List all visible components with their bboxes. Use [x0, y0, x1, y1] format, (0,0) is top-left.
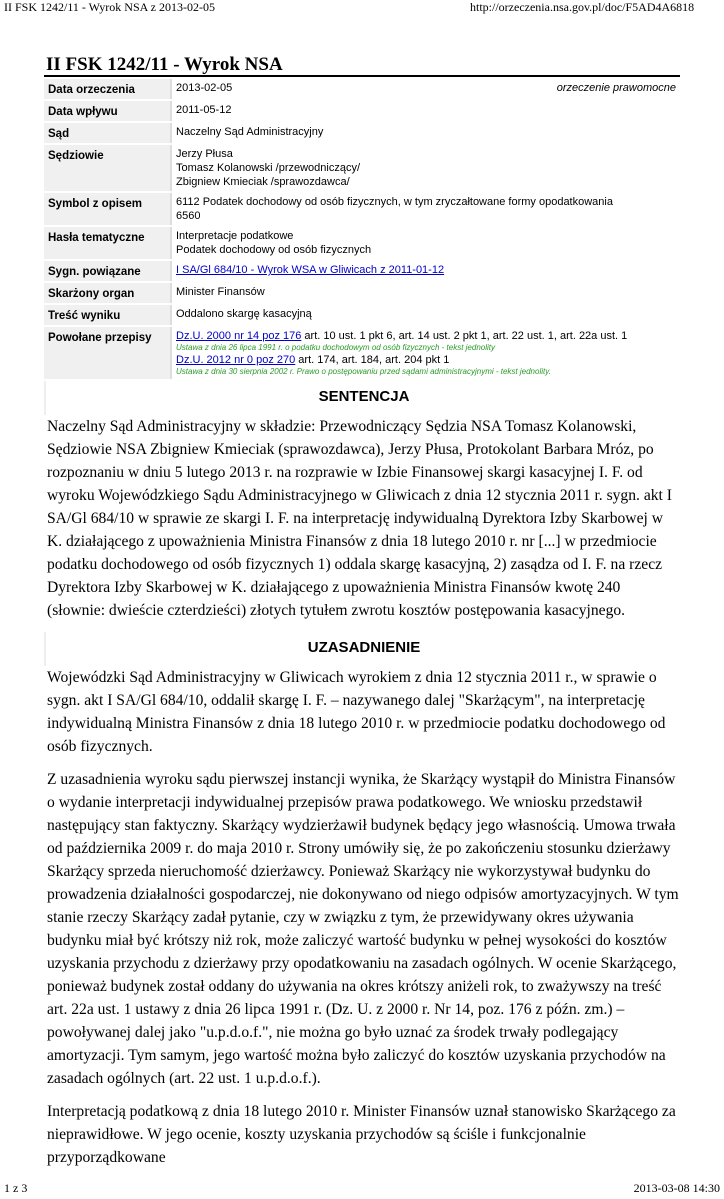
judge: Tomasz Kolanowski /przewodniczący/ [176, 162, 361, 174]
value: 2013-02-05 [176, 82, 233, 94]
law-note: Ustawa z dnia 26 lipca 1991 r. o podatku dochodowym od osób fizycznych - tekst jednolity [176, 343, 495, 352]
row-wynik [44, 305, 680, 325]
articles: art. 174, art. 184, art. 204 pkt 1 [295, 354, 450, 366]
page-number: 1 z 3 [4, 1181, 28, 1195]
law-link[interactable]: Dz.U. 2000 nr 14 poz 176 [176, 330, 302, 342]
label: Data orzeczenia [44, 79, 170, 99]
row-data-wplywu [44, 101, 680, 121]
row-hasla [44, 227, 680, 259]
label: Powołane przepisy [44, 327, 170, 379]
row-przepisy [44, 327, 680, 379]
label: Skarżony organ [44, 283, 170, 303]
document-body [44, 0, 680, 1169]
metadata-table [44, 77, 680, 381]
label: Sędziowie [44, 145, 170, 191]
law-note: Ustawa z dnia 30 sierpnia 2002 r. Prawo o postępowaniu przed sądami administracyjnymi - tekst jednolity. [176, 367, 551, 376]
label: Hasła tematyczne [44, 227, 170, 259]
value: 2011-05-12 [170, 101, 680, 121]
value: Naczelny Sąd Administracyjny [170, 123, 680, 143]
value: Oddalono skargę kasacyjną [170, 305, 680, 325]
paragraph: Interpretacją podatkową z dnia 18 lutego 2010 r. Minister Finansów uznał stanowisko Skarżącego za nieprawidłowe. W jego ocenie, koszty uzyskania przychodów są ściśle i funkcjonalnie przyporządkowane [47, 1103, 676, 1166]
row-sedziowie [44, 145, 680, 191]
law-link[interactable]: Dz.U. 2012 nr 0 poz 270 [176, 354, 296, 366]
paragraph: Wojewódzki Sąd Administracyjny w Gliwicach wyrokiem z dnia 12 stycznia 2011 r., w sprawie o sygn. akt I SA/Gl 684/10, oddalił skargę I. F. – nazywanego dalej "Skarżącym", na interpretację indywidualną Ministra Finansów z dnia 18 lutego 2010 r. w przedmiocie podatku dochodowego od osób fizycznych. [47, 669, 666, 755]
label: Treść wyniku [44, 305, 170, 325]
judge: Zbigniew Kmieciak /sprawozdawca/ [176, 176, 350, 188]
row-symbol [44, 193, 680, 225]
label: Sygn. powiązane [44, 261, 170, 281]
value: Podatek dochodowy od osób fizycznych [176, 244, 372, 256]
articles: art. 10 ust. 1 pkt 6, art. 14 ust. 2 pkt 1, art. 22 ust. 1, art. 22a ust. 1 [301, 330, 628, 342]
page-header-url: http://orzeczenia.nsa.gov.pl/doc/F5AD4A6818 [470, 0, 695, 14]
row-organ [44, 283, 680, 303]
page-header-title: II FSK 1242/11 - Wyrok NSA z 2013-02-05 [4, 0, 215, 14]
document-title: II FSK 1242/11 - Wyrok NSA [46, 54, 283, 75]
judge: Jerzy Płusa [176, 148, 233, 160]
value: 6560 [176, 210, 201, 222]
label: Sąd [44, 123, 170, 143]
label: Data wpływu [44, 101, 170, 121]
row-sygn [44, 261, 680, 281]
uzasadnienie-heading: UZASADNIENIE [44, 632, 682, 666]
status: orzeczenie prawomocne [556, 82, 676, 94]
value: 6112 Podatek dochodowy od osób fizycznych, w tym zryczałtowane formy opodatkowania [176, 196, 613, 208]
page-footer [0, 1181, 724, 1199]
paragraph: Naczelny Sąd Administracyjny w składzie: Przewodniczący Sędzia NSA Tomasz Kolanowski, Sędziowie NSA Zbigniew Kmieciak (sprawozdawca), Jerzy Płusa, Protokolant Barbara Mróz, po rozpoznaniu w dniu 5 lutego 2013 r. na rozprawie w Izbie Finansowej skargi kasacyjnej I. F. od wyroku Wojewódzkiego Sądu Administracyjnego w Gliwicach z dnia 12 stycznia 2011 r. sygn. akt I SA/Gl 684/10 w sprawie ze skargi I. F. na interpretację indywidualną Dyrektora Izby Skarbowej w K. działającego z upoważnienia Ministra Finansów z dnia 18 lutego 2010 r. nr [...] w przedmiocie podatku dochodowego od osób fizycznych 1) oddala skargę kasacyjną, 2) zasądza od I. F. na rzecz Dyrektora Izby Skarbowej w K. działającego z upoważnienia Ministra Finansów kwotę 240 (słownie: dwieście czterdzieści) złotych tytułem zwrotu kosztów postępowania kasacyjnego. [47, 418, 672, 619]
paragraph: Z uzasadnienia wyroku sądu pierwszej instancji wynika, że Skarżący wystąpił do Ministra Finansów o wydanie interpretacji indywidualnej przepisów prawa podatkowego. We wniosku przedstawił następujący stan faktyczny. Skarżący wydzierżawił budynek będący jego własnością. Umowa trwała od października 2009 r. do maja 2010 r. Strony umówiły się, że po zakończeniu stosunku dzierżawy Skarżący sprzeda nieruchomość dzierżawcy. Ponieważ Skarżący nie wykorzystywał budynku do prowadzenia działalności gospodarczej, nie dokonywano od niego odpisów amortyzacyjnych. W tym stanie rzeczy Skarżący zadał pytanie, czy w związku z tym, że przewidywany okres używania budynku miał być krótszy niż rok, może zaliczyć wartość budynku w pełnej wysokości do kosztów uzyskania przychodu z dzierżawy przy opodatkowaniu na zasadach ogólnych. W ocenie Skarżącego, ponieważ budynek został oddany do używania na okres krótszy aniżeli rok, to zważywszy na treść art. 22a ust. 1 ustawy z dnia 26 lipca 1991 r. (Dz. U. z 2000 r. Nr 14, poz. 176 z późn. zm.) – powoływanej dalej jako "u.p.d.o.f.", nie można go było uznać za środek trwały podlegający amortyzacji. Tym samym, jego wartość można było zaliczyć do kosztów uzyskania przychodów na zasadach ogólnych (art. 22 ust. 1 u.p.d.o.f.). [47, 771, 679, 1087]
row-data-orzeczenia [44, 79, 680, 99]
label: Symbol z opisem [44, 193, 170, 225]
sentencja-text [44, 415, 680, 622]
print-datetime: 2013-03-08 14:30 [633, 1181, 720, 1195]
related-case-link[interactable]: I SA/Gl 684/10 - Wyrok WSA w Gliwicach z 2011-01-12 [176, 264, 445, 276]
sentencja-heading: SENTENCJA [44, 381, 682, 415]
value: Minister Finansów [170, 283, 680, 303]
uzasadnienie-text [44, 666, 680, 1169]
value: Interpretacje podatkowe [176, 230, 294, 242]
row-sad [44, 123, 680, 143]
